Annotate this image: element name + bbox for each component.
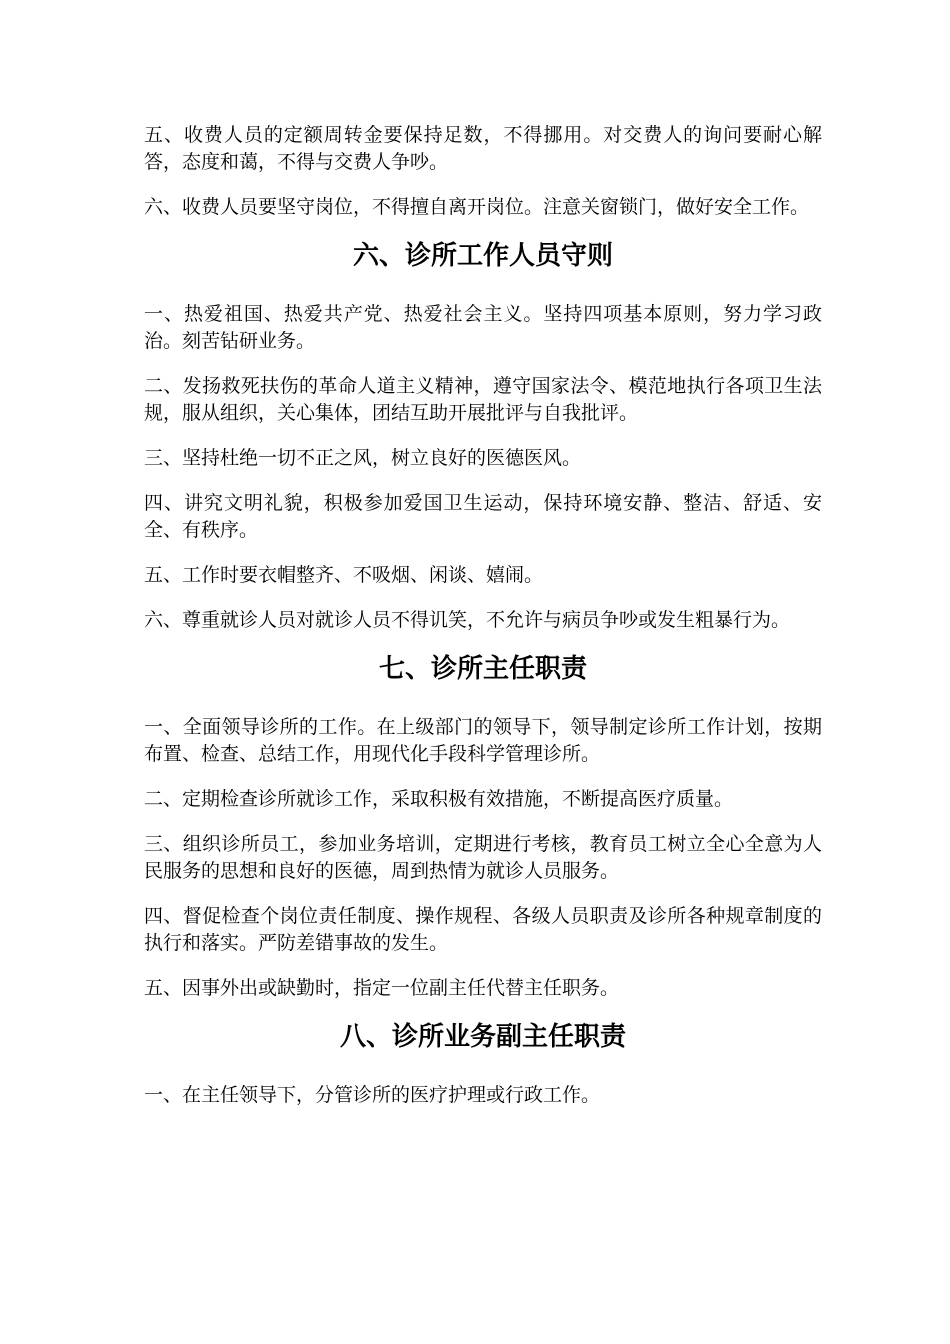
staff-rule-3: 三、坚持杜绝一切不正之风，树立良好的医德医风。 [144,447,582,469]
section-title-deputy-director-duties: 八、诊所业务副主任职责 [339,1022,626,1052]
director-duty-5: 五、因事外出或缺勤时，指定一位副主任代替主任职务。 [144,977,620,999]
staff-rule-6: 六、尊重就诊人员对就诊人员不得讥笑，不允许与病员争吵或发生粗暴行为。 [144,609,791,631]
staff-rule-4: 四、讲究文明礼貌，积极参加爱国卫生运动，保持环境安静、整洁、舒适、安全、有秩序。 [144,492,822,541]
director-duty-3: 三、组织诊所员工，参加业务培训，定期进行考核，教育员工树立全心全意为人民服务的思想和良好的医德，周到热情为就诊人员服务。 [144,833,822,882]
deputy-duty-1: 一、在主任领导下，分管诊所的医疗护理或行政工作。 [144,1084,601,1106]
director-duty-2: 二、定期检查诊所就诊工作，采取积极有效措施，不断提高医疗质量。 [144,788,734,810]
director-duty-4: 四、督促检查个岗位责任制度、操作规程、各级人员职责及诊所各种规章制度的执行和落实。严防差错事故的发生。 [144,905,822,954]
section-title-director-duties: 七、诊所主任职责 [378,654,587,684]
intro-paragraph-6: 六、收费人员要坚守岗位，不得擅自离开岗位。注意关窗锁门，做好安全工作。 [144,196,810,218]
staff-rule-5: 五、工作时要衣帽整齐、不吸烟、闲谈、嬉闹。 [144,564,544,586]
section-title-staff-rules: 六、诊所工作人员守则 [352,241,613,271]
staff-rule-1: 一、热爱祖国、热爱共产党、热爱社会主义。坚持四项基本原则，努力学习政治。刻苦钻研业务。 [144,303,822,352]
director-duty-1: 一、全面领导诊所的工作。在上级部门的领导下，领导制定诊所工作计划，按期布置、检查、总结工作，用现代化手段科学管理诊所。 [144,716,822,765]
intro-paragraph-5: 五、收费人员的定额周转金要保持足数，不得挪用。对交费人的询问要耐心解答，态度和蔼，不得与交费人争吵。 [144,124,822,173]
staff-rule-2: 二、发扬救死扶伤的革命人道主义精神，遵守国家法令、模范地执行各项卫生法规，服从组织，关心集体，团结互助开展批评与自我批评。 [144,375,822,424]
